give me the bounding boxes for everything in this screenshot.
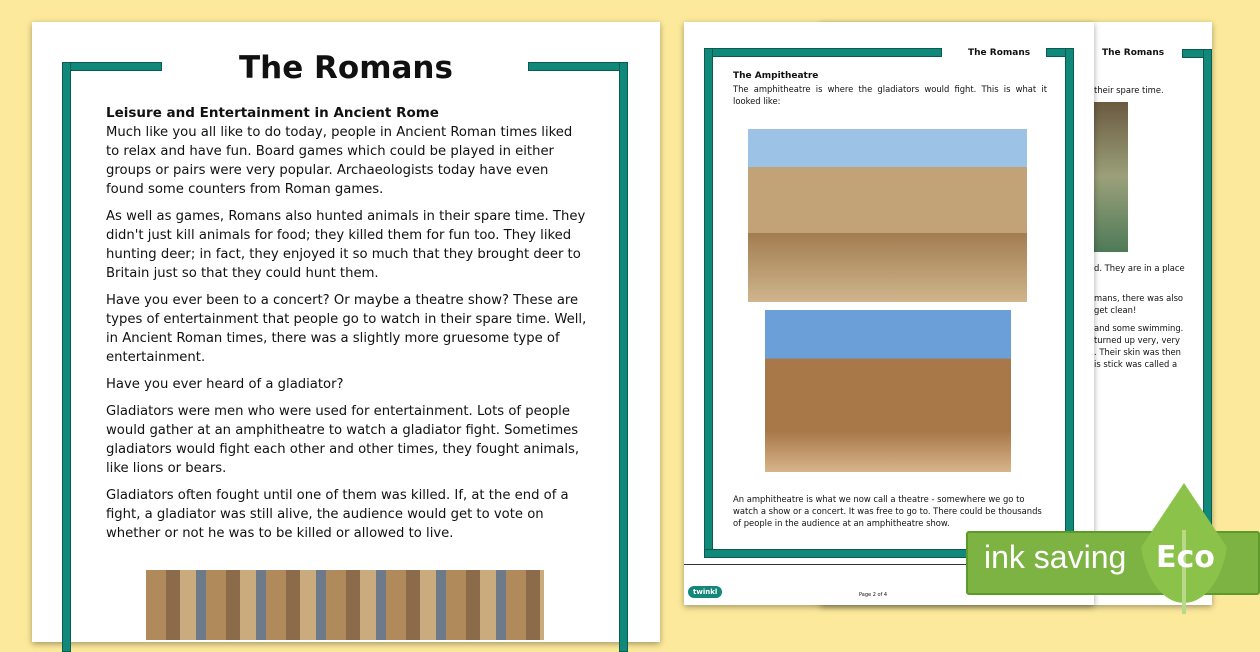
- amphitheatre-photo-1: [748, 129, 1027, 302]
- frame-left: [704, 48, 713, 558]
- text-line: d. They are in a place: [1094, 263, 1185, 273]
- text-line: turned up very, very: [1094, 335, 1180, 345]
- eco-label: Eco: [1156, 540, 1215, 575]
- paragraph: Have you ever heard of a gladiator?: [106, 377, 344, 392]
- page-2: [684, 22, 1094, 605]
- text-line: and some swimming.: [1094, 323, 1184, 333]
- amphitheatre-photo-2: [765, 310, 1011, 472]
- paragraph: Have you ever been to a concert? Or maybe a theatre show? These are types of entertainment that people go to watch in their spare time. Well, in Ancient Roman times, there was a slightly more gruesome type of entertainment.: [106, 293, 587, 365]
- text-line: . Their skin was then: [1094, 347, 1181, 357]
- paragraph: Much like you all like to do today, people in Ancient Roman times liked to relax and have fun. Board games which could be played in either groups or pairs were very popular. Archaeologists today have even found some counters from Roman games.: [106, 125, 573, 197]
- text-line: their spare time.: [1094, 85, 1164, 95]
- text-line: get clean!: [1094, 305, 1137, 315]
- frame-top-left: [704, 48, 942, 57]
- frame-right: [619, 62, 628, 652]
- paragraph: Gladiators were men who were used for entertainment. Lots of people would gather at an amphitheatre to watch a gladiator fight. Sometimes gladiators would fight each other and other times, they fought animals, like lions or bears.: [106, 404, 580, 476]
- page-title: The Romans: [239, 50, 453, 86]
- bath-image: [1094, 102, 1128, 252]
- page-1: [32, 22, 660, 642]
- page-header: The Romans: [1102, 48, 1165, 58]
- intro-text: The amphitheatre is where the gladiators would fight. This is what it looked like:: [733, 84, 1047, 106]
- frame-right: [1203, 49, 1212, 569]
- page-header: The Romans: [968, 48, 1031, 58]
- ink-saving-label: ink saving: [984, 539, 1127, 575]
- paragraph: As well as games, Romans also hunted animals in their spare time. They didn't just kill animals for food; they killed them for fun too. They liked hunting deer; in fact, they enjoyed it so much that they brought deer to Britain just so that they could hunt them.: [106, 209, 586, 281]
- section-heading: The Ampitheatre: [733, 71, 819, 81]
- page-number: Page 2 of 4: [859, 592, 888, 598]
- caption-text: An amphitheatre is what we now call a theatre - somewhere we go to watch a show or a concert. It was free to go to. There could be thousands of people in the audience at an amphitheatre show.: [733, 494, 1042, 528]
- section-heading: Leisure and Entertainment in Ancient Rome: [106, 105, 439, 121]
- twinkl-logo: twinkl: [688, 586, 722, 598]
- frame-right: [1065, 48, 1074, 558]
- frame-left: [62, 62, 71, 652]
- text-line: is stick was called a: [1094, 359, 1178, 369]
- paragraph: Gladiators often fought until one of them was killed. If, at the end of a fight, a gladiator was still alive, the audience would get to vote on whether or not he was to be killed or allowed to live.: [106, 488, 569, 541]
- text-line: mans, there was also: [1094, 293, 1184, 303]
